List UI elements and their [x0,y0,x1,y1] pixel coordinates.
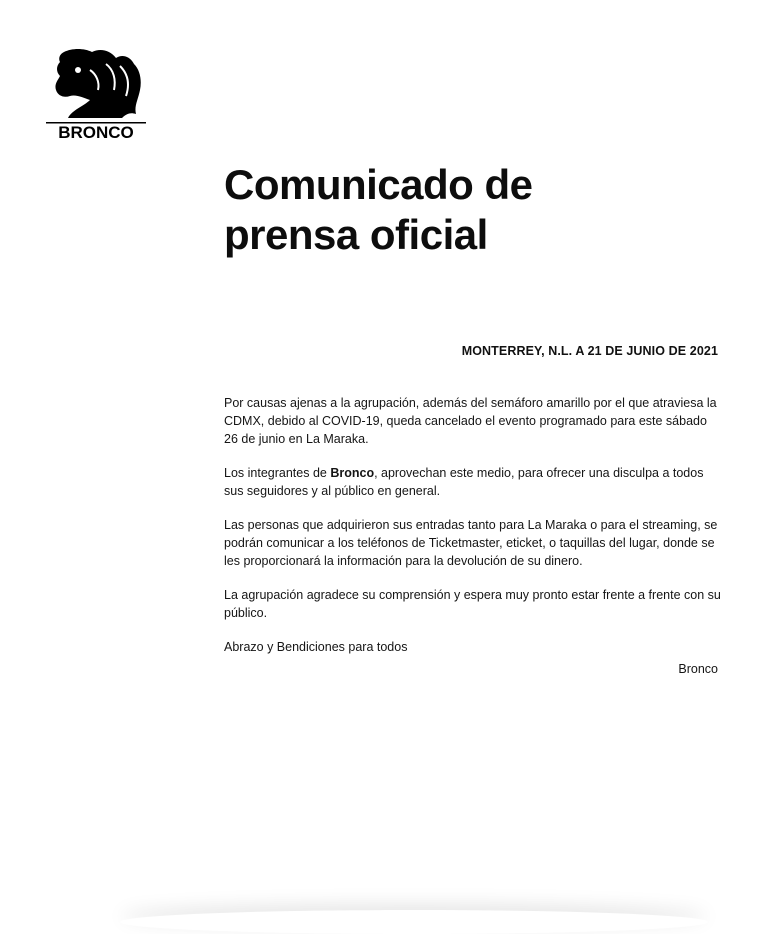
paragraph-cancellation: Por causas ajenas a la agrupación, además del semáforo amarillo por el que atraviesa la CDMX, debido al COVID-19, queda cancelado el evento programado para este sábado 26 de junio en La Maraka. [224,396,717,446]
paragraph-refund: Las personas que adquirieron sus entradas tanto para La Maraka o para el streaming, se podrán comunicar a los teléfonos de Ticketmaster, eticket, o taquillas del lugar, donde se les proporcionará la información para la devolución de su dinero. [224,518,718,568]
apology-rest: , aprovechan este medio, para ofrecer una disculpa a todos sus seguidores y al público en general. [224,466,704,498]
page-title [224,160,644,260]
signature: Bronco [678,662,718,676]
paragraph-blessings: Abrazo y Bendiciones para todos [224,640,408,654]
apology-intro: Los integrantes de [224,466,331,480]
logo-wordmark: BRONCO [58,123,134,140]
title-line-1: Comunicado de [224,161,533,208]
dateline: MONTERREY, N.L. A 21 DE JUNIO DE 2021 [461,344,718,358]
horse-head-icon [44,44,148,140]
title-line-2: prensa oficial [224,211,488,258]
paragraph-thanks: La agrupación agradece su comprensión y espera muy pronto estar frente a frente con su público. [224,588,721,620]
page-edge-shadow [120,910,708,934]
paragraph-apology [224,464,722,500]
press-release-body [224,394,722,672]
bronco-logo [44,44,148,140]
band-name: Bronco [330,466,375,480]
